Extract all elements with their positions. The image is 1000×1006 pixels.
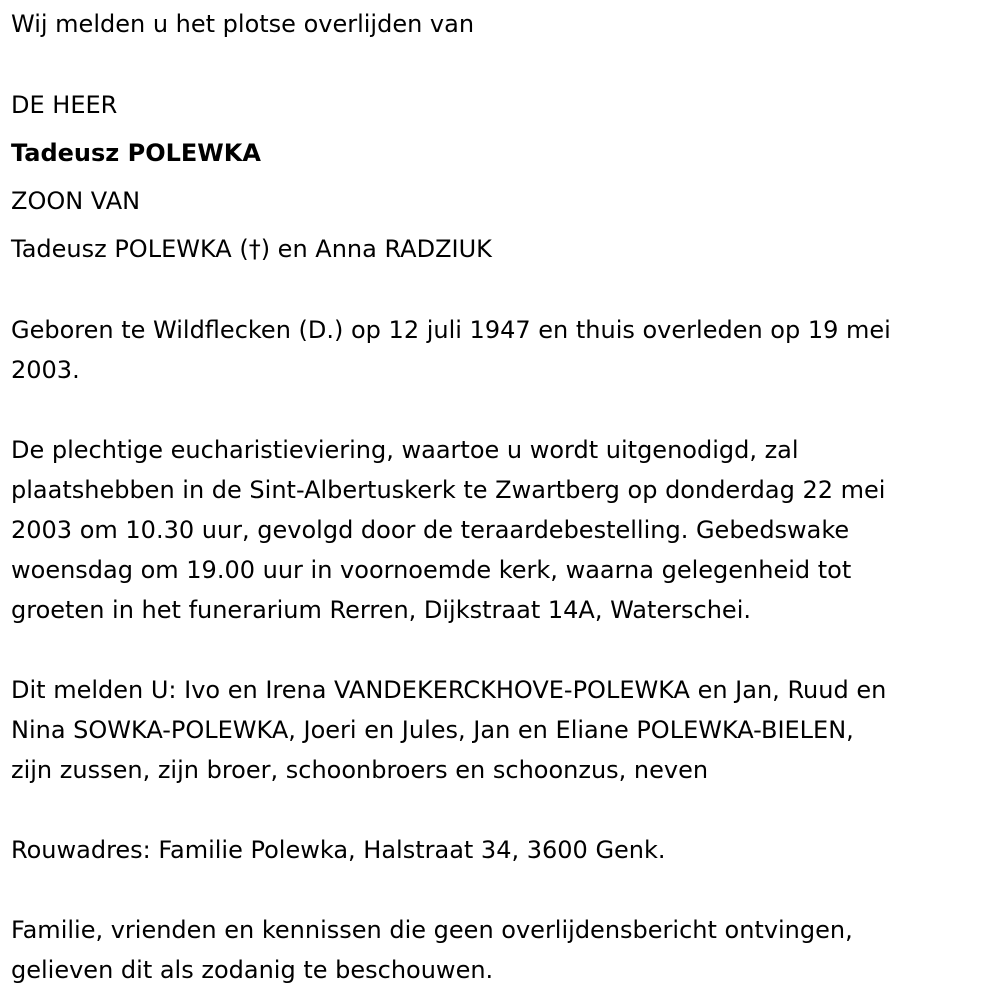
- closing-line-2: gelieven dit als zodanig te beschouwen.: [11, 956, 494, 984]
- son-of-label: ZOON VAN: [11, 187, 141, 215]
- parents-text: Tadeusz POLEWKA (†) en Anna RADZIUK: [11, 235, 492, 263]
- service-line-5: groeten in het funerarium Rerren, Dijkstraat 14A, Waterschei.: [11, 596, 751, 624]
- birth-death-line-2: 2003.: [11, 356, 80, 384]
- intro-text: Wij melden u het plotse overlijden van: [11, 10, 475, 38]
- deceased-name: Tadeusz POLEWKA: [11, 139, 261, 167]
- announced-by-line-2: Nina SOWKA-POLEWKA, Joeri en Jules, Jan en Eliane POLEWKA-BIELEN,: [11, 716, 854, 744]
- birth-death-line-1: Geboren te Wildflecken (D.) op 12 juli 1947 en thuis overleden op 19 mei: [11, 316, 891, 344]
- closing-line-1: Familie, vrienden en kennissen die geen overlijdensbericht ontvingen,: [11, 916, 853, 944]
- service-line-1: De plechtige eucharistieviering, waartoe u wordt uitgenodigd, zal: [11, 436, 799, 464]
- honorific: DE HEER: [11, 91, 118, 119]
- service-line-4: woensdag om 19.00 uur in voornoemde kerk, waarna gelegenheid tot: [11, 556, 852, 584]
- announced-by-line-1: Dit melden U: Ivo en Irena VANDEKERCKHOVE-POLEWKA en Jan, Ruud en: [11, 676, 887, 704]
- mourning-address: Rouwadres: Familie Polewka, Halstraat 34, 3600 Genk.: [11, 836, 666, 864]
- service-line-2: plaatshebben in de Sint-Albertuskerk te Zwartberg op donderdag 22 mei: [11, 476, 886, 504]
- announced-by-line-3: zijn zussen, zijn broer, schoonbroers en schoonzus, neven: [11, 756, 709, 784]
- service-line-3: 2003 om 10.30 uur, gevolgd door de teraardebestelling. Gebedswake: [11, 516, 850, 544]
